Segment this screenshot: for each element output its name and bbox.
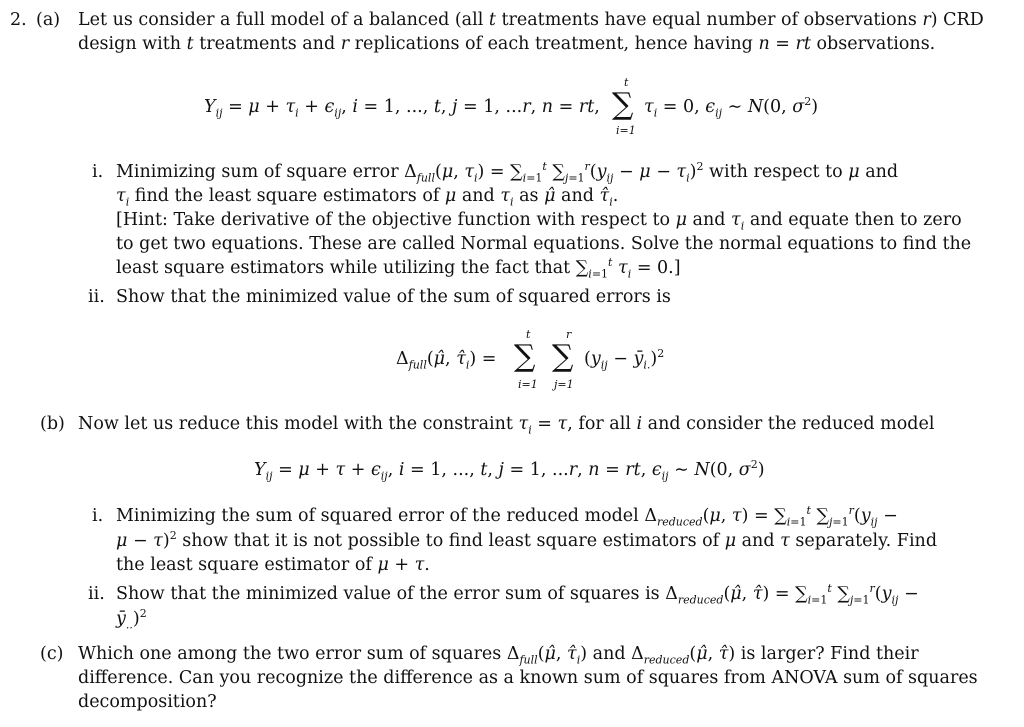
problem-number: 2.	[10, 10, 27, 30]
part-b-ii-line2: $ȳ_{..})^2$	[116, 607, 147, 632]
part-a-intro-line2: design with t treatments and r replications of each treatment, hence having n = rt observations.	[78, 34, 936, 54]
part-a-i-label: i.	[92, 162, 104, 182]
part-b-i-line3: the least square estimator of μ + τ.	[116, 555, 430, 575]
part-a-hint-line2: to get two equations. These are called Normal equations. Solve the normal equations to find the	[116, 234, 972, 254]
part-c-line2: difference. Can you recognize the difference as a known sum of squares from ANOVA sum of squares	[78, 668, 978, 688]
part-b-i-label: i.	[92, 506, 104, 526]
summation-symbol: ∑	[612, 87, 634, 122]
sum-i-upper: t	[526, 328, 531, 341]
part-c-label: (c)	[40, 644, 64, 664]
part-a-ii-equation-rhs: ($y_{ij}$ − $ȳ_{i.})^2$	[584, 347, 665, 372]
part-c-line1: Which one among the two error sum of squares $\Delta_{full}(\mû$, $\taû_i$) and $\Delta_{reduced}(\mû$, τ̂) is larger? Find their	[78, 644, 919, 667]
part-a-hint-line1: [Hint: Take derivative of the objective function with respect to μ and $\tau_i$ and equate then to zero	[116, 210, 962, 233]
part-b-i-line1: Minimizing the sum of squared error of the reduced model $\Delta_{reduced}(\mu$, $\tau) = \sum_{i=1}^t$ $\sum_{j=1}^r(y_{ij}$ −	[116, 504, 898, 529]
part-b-intro: Now let us reduce this model with the constraint $\tau_i = \tau$, for all i and consider the reduced model	[78, 414, 935, 437]
part-b-label: (b)	[40, 414, 65, 434]
part-a-constraint: $\tau_i = 0$, $\epsilon_{ij}$ ∼ N(0, $\sigma^2$)	[644, 95, 819, 120]
part-a-hint-line3: least square estimators while utilizing the fact that $\sum_{i=1}^t$ $\tau_i = 0$.]	[116, 256, 681, 281]
part-b-ii-label: ii.	[88, 584, 105, 604]
sum-lower-limit: i=1	[616, 124, 636, 137]
sum-j-upper: r	[566, 328, 572, 341]
part-b-i-line2: μ − τ)$^2$ show that it is not possible to find least square estimators of μ and τ separately. Find	[116, 529, 938, 551]
part-a-i-line1: Minimizing sum of square error $\Delta_{full}(\mu$, $\tau_i) = \sum_{i=1}^t$ $\sum_{j=1}^r(y_{ij} - \mu - \tau_i)^2$ with respect to μ and	[116, 160, 899, 185]
part-c-line3: decomposition?	[78, 692, 217, 712]
summation-i-symbol: ∑	[514, 339, 536, 374]
part-a-ii-text: Show that the minimized value of the sum of squared errors is	[116, 287, 671, 307]
part-b-model-equation: $Y_{ij} = \mu + \tau + \epsilon_{ij}$, i = 1, ..., t, j = 1, ...r, n = rt, $\epsilon_{ij}$ ∼ N(0, $\sigma^2$)	[254, 458, 765, 483]
part-a-ii-equation-lhs: $\Delta_{full}(\mû$, $\taû_i$) =	[396, 349, 497, 372]
sum-upper-limit: t	[624, 76, 629, 89]
part-a-intro-line1: Let us consider a full model of a balanced (all t treatments have equal number of observations r) CRD	[78, 10, 984, 30]
sum-j-lower: j=1	[554, 378, 574, 391]
part-a-ii-label: ii.	[88, 287, 105, 307]
part-a-label: (a)	[36, 10, 61, 30]
part-b-ii-line1: Show that the minimized value of the error sum of squares is $\Delta_{reduced}(\mû$, τ̂) = $\sum_{i=1}^t$ $\sum_{j=1}^r(y_{ij}$ −	[116, 582, 919, 607]
summation-j-symbol: ∑	[552, 339, 574, 374]
part-a-model-equation: $Y_{ij} = \mu + \tau_i + \epsilon_{ij}$, i = 1, ..., t, j = 1, ...r, n = rt,	[204, 97, 600, 120]
sum-i-lower: i=1	[518, 378, 538, 391]
part-a-i-line2: $\tau_i$ find the least square estimators of μ and $\tau_i$ as μ̂ and $\taû_i$.	[116, 186, 619, 209]
